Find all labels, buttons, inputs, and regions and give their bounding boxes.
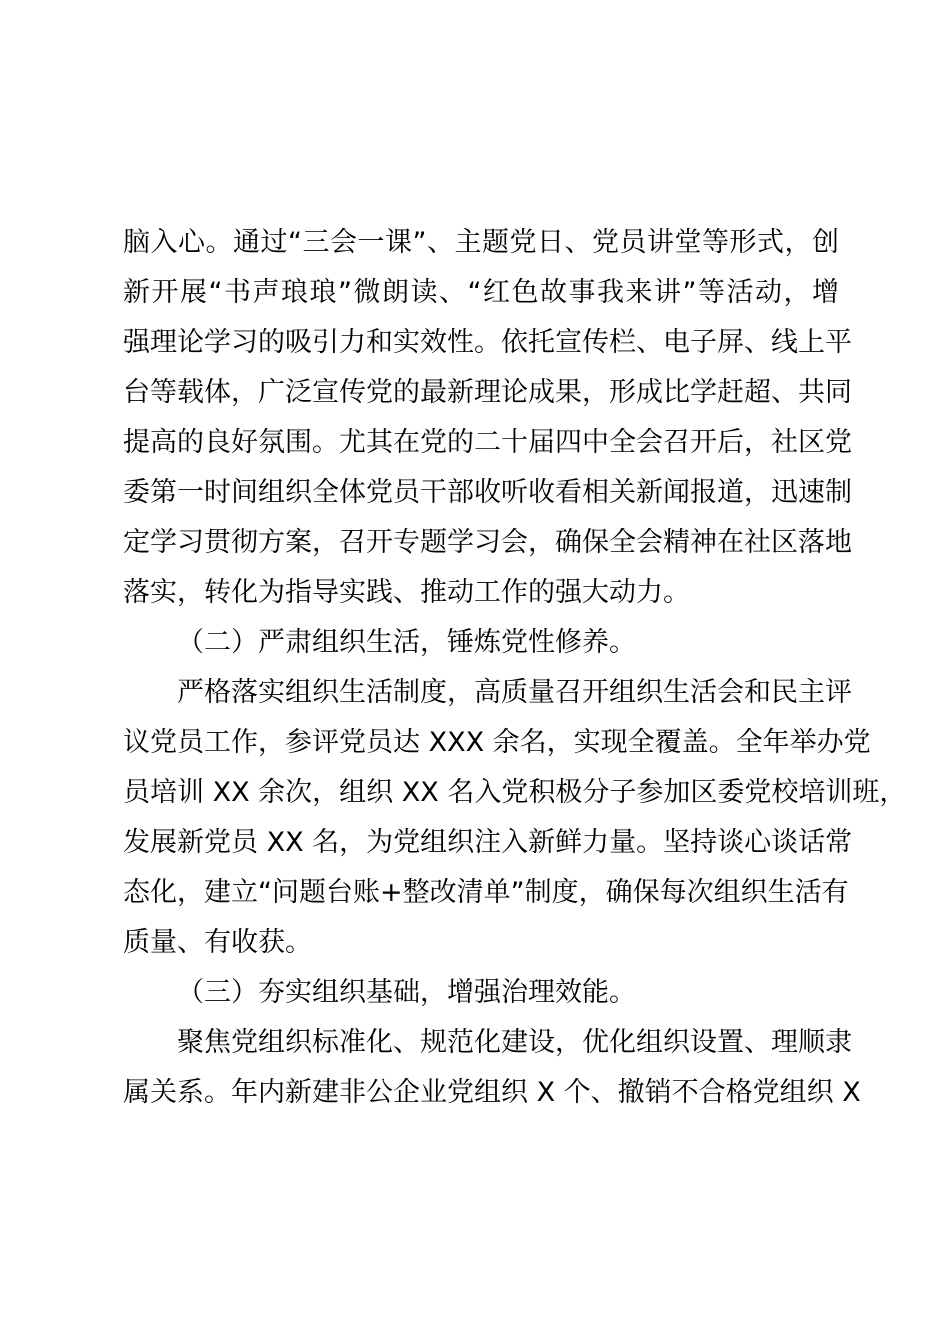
paragraph-1 <box>123 218 852 618</box>
paragraph-line: 态化，建立“问题台账+整改清单”制度，确保每次组织生活有 <box>123 877 849 908</box>
paragraph-line: 聚焦党组织标准化、规范化建设，优化组织设置、理顺隶 <box>177 1027 852 1058</box>
paragraph-3 <box>123 1018 861 1118</box>
paragraph-line: 新开展“书声琅琅”微朗读、“红色故事我来讲”等活动，增 <box>123 277 839 308</box>
paragraph-line: 台等载体，广泛宣传党的最新理论成果，形成比学赶超、共同 <box>123 377 852 408</box>
paragraph-line: 员培训 XX 余次，组织 XX 名入党积极分子参加区委党校培训班， <box>123 777 907 808</box>
paragraph-line: 发展新党员 XX 名，为党组织注入新鲜力量。坚持谈心谈话常 <box>123 827 853 858</box>
paragraph-line: 质量、有收获。 <box>123 927 312 958</box>
paragraph-line: 属关系。年内新建非公企业党组织 X 个、撤销不合格党组织 X <box>123 1077 861 1108</box>
document-body <box>123 218 907 1118</box>
paragraph-line: 强理论学习的吸引力和实效性。依托宣传栏、电子屏、线上平 <box>123 327 852 358</box>
section-heading-2: （二）严肃组织生活，锤炼党性修养。 <box>177 627 636 658</box>
paragraph-line: 议党员工作，参评党员达 XXX 余名，实现全覆盖。全年举办党 <box>123 727 871 758</box>
paragraph-2 <box>123 668 907 968</box>
paragraph-line: 脑入心。通过“三会一课”、主题党日、党员讲堂等形式，创 <box>123 227 839 258</box>
paragraph-line: 委第一时间组织全体党员干部收听收看相关新闻报道，迅速制 <box>123 477 852 508</box>
paragraph-line: 定学习贯彻方案，召开专题学习会，确保全会精神在社区落地 <box>123 527 852 558</box>
paragraph-line: 落实，转化为指导实践、推动工作的强大动力。 <box>123 577 690 608</box>
paragraph-line: 提高的良好氛围。尤其在党的二十届四中全会召开后，社区党 <box>123 427 852 458</box>
paragraph-line: 严格落实组织生活制度，高质量召开组织生活会和民主评 <box>177 677 852 708</box>
section-heading-3: （三）夯实组织基础，增强治理效能。 <box>177 977 636 1008</box>
